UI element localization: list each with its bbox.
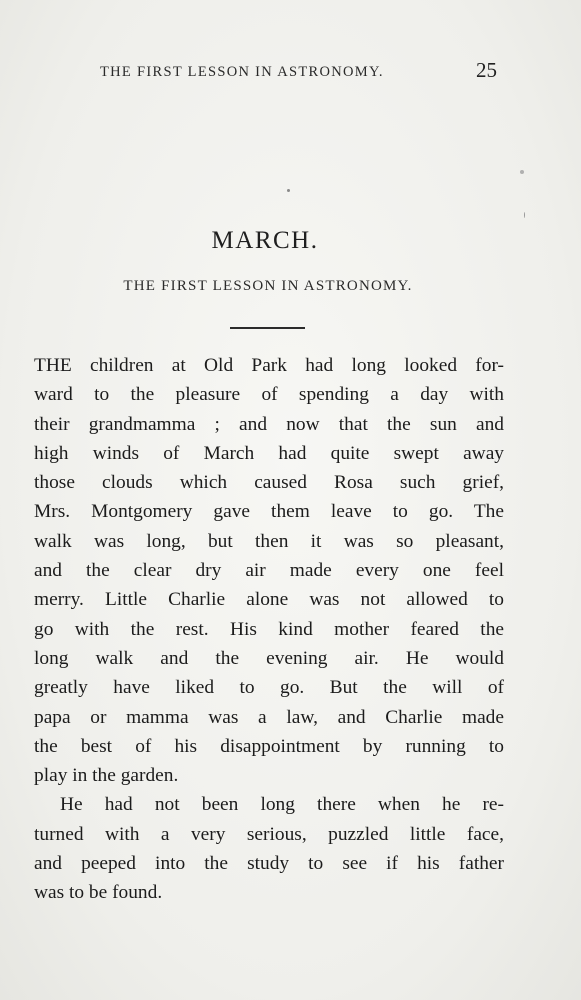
- text-line: ward to the pleasure of spending a day with: [34, 384, 504, 406]
- text-line: high winds of March had quite swept away: [34, 442, 504, 464]
- text-line: was to be found.: [34, 882, 163, 904]
- text-line: merry. Little Charlie alone was not allowed to: [34, 589, 504, 611]
- text-line: and peeped into the study to see if his father: [34, 853, 504, 875]
- text-line: and the clear dry air made every one feel: [34, 560, 504, 582]
- text-line: play in the garden.: [34, 765, 179, 787]
- text-line: their grandmamma ; and now that the sun and: [34, 413, 504, 435]
- text-line: THE children at Old Park had long looked for-: [34, 355, 504, 376]
- text-line: turned with a very serious, puzzled little face,: [34, 823, 504, 845]
- text-line: walk was long, but then it was so pleasant,: [34, 530, 504, 552]
- section-rule: [230, 327, 305, 329]
- text-line: those clouds which caused Rosa such grief,: [34, 472, 504, 494]
- text-line: papa or mamma was a law, and Charlie made: [34, 706, 504, 728]
- body-text: [34, 351, 504, 908]
- chapter-title: MARCH.: [211, 227, 319, 254]
- ink-speck: [524, 212, 525, 218]
- chapter-subtitle: THE FIRST LESSON IN ASTRONOMY.: [123, 278, 413, 294]
- running-head: THE FIRST LESSON IN ASTRONOMY.: [100, 64, 384, 80]
- text-line: the best of his disappointment by running to: [34, 735, 504, 757]
- text-line: He had not been long there when he re-: [60, 794, 504, 816]
- paragraph-2: [34, 790, 504, 907]
- ink-speck: [287, 189, 290, 192]
- text-line: go with the rest. His kind mother feared the: [34, 618, 504, 640]
- ink-speck: [520, 170, 524, 174]
- text-line: Mrs. Montgomery gave them leave to go. The: [34, 501, 504, 523]
- page-number: 25: [476, 58, 497, 82]
- text-line: greatly have liked to go. But the will of: [34, 677, 504, 699]
- paragraph-1: [34, 351, 504, 790]
- text-line: long walk and the evening air. He would: [34, 647, 504, 669]
